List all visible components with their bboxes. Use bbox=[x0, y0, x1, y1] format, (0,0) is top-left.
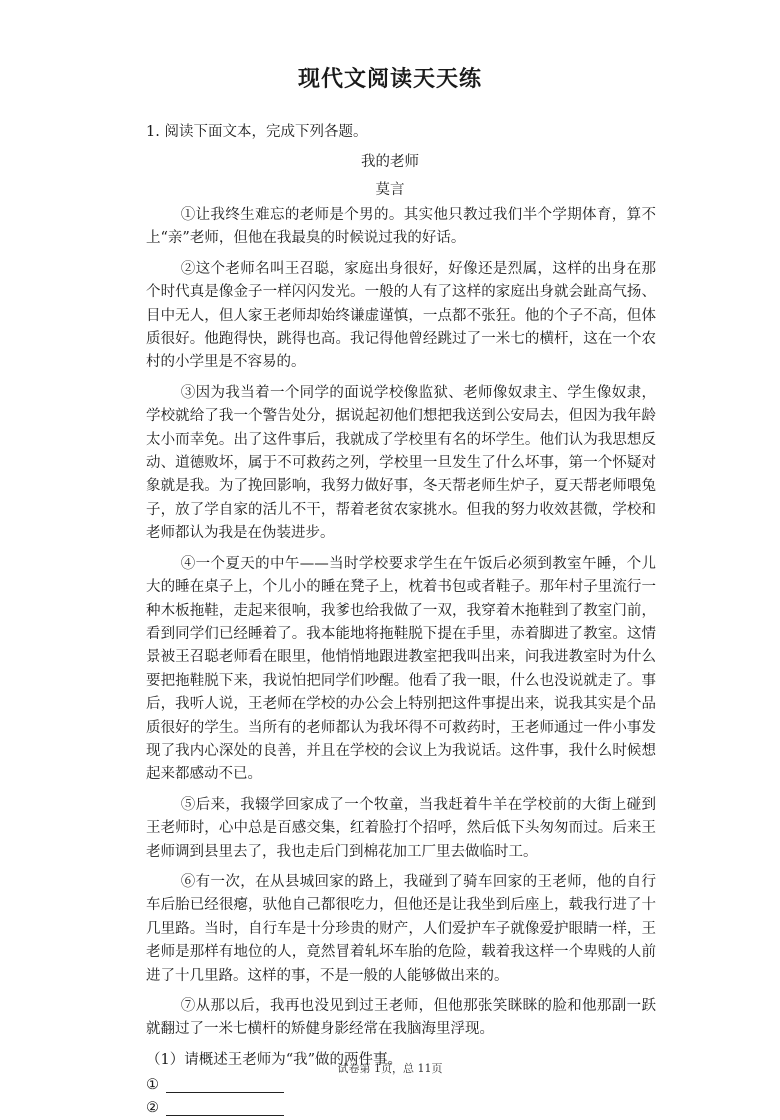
paragraph-6: ⑥有一次，在从县城回家的路上，我碰到了骑车回家的王老师，他的自行车后胎已经很瘪，驮他自己都很吃力，但他还是让我坐到后座上，载我行进了十几里路。当时，自行车是十分珍贵的财产，人们爱护车子就像爱护眼睛一样，王老师是那样有地位的人，竟然冒着轧坏车胎的危险，载着我这样一个卑贱的人前进了十几里路。这样的事，不是一般的人能够做出来的。 bbox=[146, 873, 656, 984]
answer-line-2[interactable] bbox=[146, 1097, 656, 1120]
paragraph-5: ⑤后来，我辍学回家成了一个牧童，当我赶着牛羊在学校前的大街上碰到王老师时，心中总是百感交集，红着脸打个招呼，然后低下头匆匆而过。后来王老师调到县里去了，我也走后门到棉花加工厂里去做临时工。 bbox=[146, 796, 656, 860]
paragraph-3: ③因为我当着一个同学的面说学校像监狱、老师像奴隶主、学生像奴隶，学校就给了我一个警告处分，据说起初他们想把我送到公安局去，但因为我年龄太小而幸免。出了这件事后，我就成了学校里有名的坏学生。他们认为我思想反动、道德败坏，属于不可救药之列，学校里一旦发生了什么坏事，第一个怀疑对象就是我。为了挽回影响，我努力做好事，冬天帮老师生炉子，夏天帮老师喂兔子，放了学自家的活儿不干，帮着老贫农家挑水。但我的努力收效甚微，学校和老师都认为我是在伪装进步。 bbox=[146, 384, 656, 542]
sub-question-1: （1）请概述王老师为“我”做的两件事。 bbox=[146, 1051, 403, 1068]
page-footer: 试卷第 1页，总 11页 bbox=[337, 1062, 443, 1075]
article-author: 莫言 bbox=[375, 182, 405, 198]
answer-blank-1[interactable] bbox=[166, 1078, 284, 1093]
answer-mark-2: ② bbox=[146, 1100, 159, 1117]
answer-mark-1: ① bbox=[146, 1077, 159, 1094]
page-title: 现代文阅读天天练 bbox=[297, 67, 482, 92]
question-intro: 1. 阅读下面文本，完成下列各题。 bbox=[146, 124, 368, 140]
answer-line-1[interactable] bbox=[146, 1074, 656, 1097]
paragraph-4: ④一个夏天的中午——当时学校要求学生在午饭后必须到教室午睡，个儿大的睡在桌子上，个儿小的睡在凳子上，枕着书包或者鞋子。那年村子里流行一种木板拖鞋，走起来很响，我爹也给我做了一双，我穿着木拖鞋到了教室门前，看到同学们已经睡着了。我本能地将拖鞋脱下提在手里，赤着脚进了教室。这情景被王召聪老师看在眼里，他悄悄地跟进教室把我叫出来，问我进教室时为什么要把拖鞋脱下来，我说怕把同学们吵醒。他看了我一眼，什么也没说就走了。事后，我听人说，王老师在学校的办公会上特别把这件事提出来，说我其实是个品质很好的学生。当所有的老师都认为我坏得不可救药时，王老师通过一件小事发现了我内心深处的良善，并且在学校的会议上为我说话。这件事，我什么时候想起来都感动不已。 bbox=[146, 555, 656, 783]
article-title: 我的老师 bbox=[361, 154, 419, 170]
paragraph-2: ②这个老师名叫王召聪，家庭出身很好，好像还是烈属，这样的出身在那个时代真是像金子一样闪闪发光。一般的人有了这样的家庭出身就会趾高气扬、目中无人，但人家王老师却始终谦虚谨慎，一点都不张狂。他的个子不高，但体质很好。他跑得快，跳得也高。我记得他曾经跳过了一米七的横杆，这在一个农村的小学里是不容易的。 bbox=[146, 260, 656, 371]
article-body bbox=[146, 204, 656, 1120]
paragraph-7: ⑦从那以后，我再也没见到过王老师，但他那张笑眯眯的脸和他那副一跃就翻过了一米七横杆的矫健身影经常在我脑海里浮现。 bbox=[146, 998, 656, 1038]
paragraph-1: ①让我终生难忘的老师是个男的。其实他只教过我们半个学期体育，算不上“亲”老师，但他在我最臭的时候说过我的好话。 bbox=[146, 207, 656, 247]
answer-blank-2[interactable] bbox=[166, 1101, 284, 1116]
